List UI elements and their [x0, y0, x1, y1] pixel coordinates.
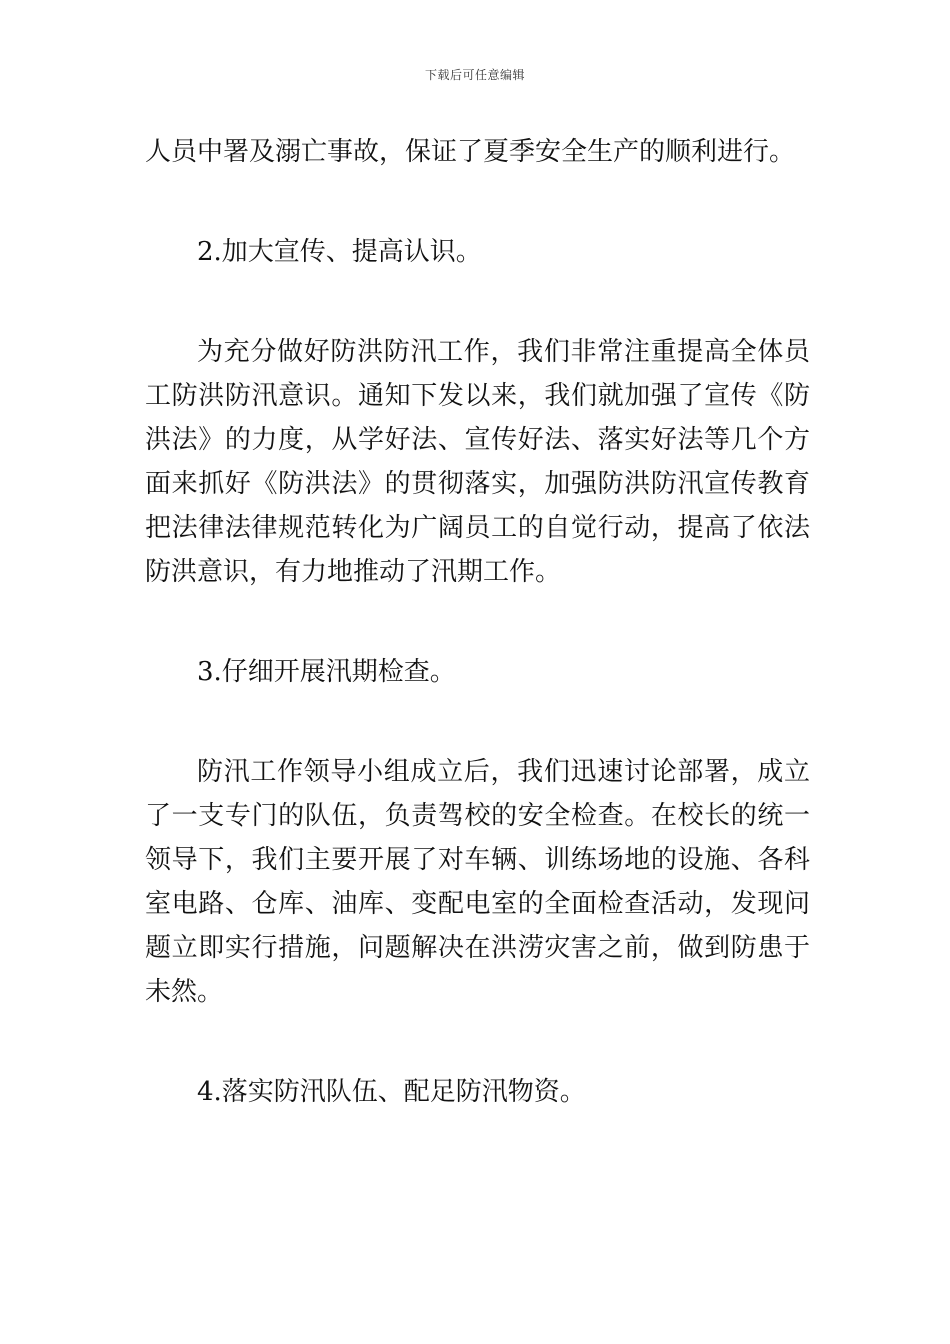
paragraph-gap [145, 274, 810, 330]
section-heading-3: 3.仔细开展汛期检查。 [197, 657, 456, 687]
section-heading-2: 2.加大宣传、提高认识。 [197, 237, 482, 267]
paragraph-gap [145, 174, 810, 230]
section-heading-4: 4.落实防汛队伍、配足防汛物资。 [197, 1077, 586, 1107]
paragraph-inspection: 防汛工作领导小组成立后，我们迅速讨论部署，成立了一支专门的队伍，负责驾校的安全检查。在校长的统一领导下，我们主要开展了对车辆、训练场地的设施、各科室电路、仓库、油库、变配电室的全面检查活动，发现问题立即实行措施，问题解决在洪涝灾害之前，做到防患于未然。 [145, 757, 810, 1007]
paragraph-gap [145, 694, 810, 750]
paragraph-continuation: 人员中署及溺亡事故，保证了夏季安全生产的顺利进行。 [145, 137, 796, 167]
document-body [145, 130, 810, 1114]
paragraph-gap [145, 1014, 810, 1070]
page-header-note: 下载后可任意编辑 [424, 68, 525, 82]
paragraph-gap [145, 594, 810, 650]
paragraph-publicity: 为充分做好防洪防汛工作，我们非常注重提高全体员工防洪防汛意识。通知下发以来，我们就加强了宣传《防洪法》的力度，从学好法、宣传好法、落实好法等几个方面来抓好《防洪法》的贯彻落实，加强防洪防汛宣传教育把法律法律规范转化为广阔员工的自觉行动，提高了依法防洪意识，有力地推动了汛期工作。 [145, 337, 810, 587]
